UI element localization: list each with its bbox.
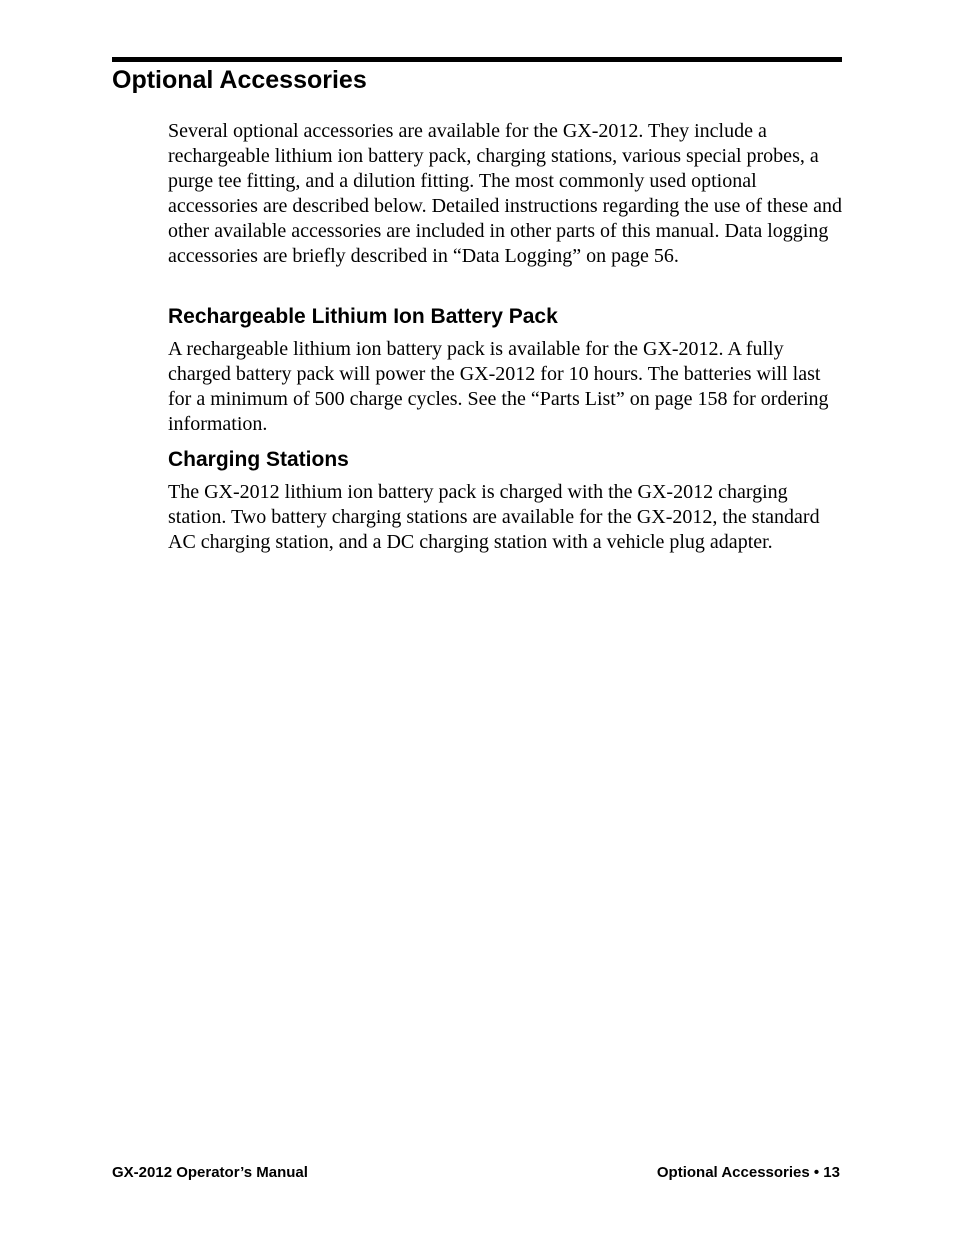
charging-stations-paragraph: The GX-2012 lithium ion battery pack is charged with the GX-2012 charging station. Two battery charging stations are available for the GX-2012, the standard AC charging station, and a DC charging station with a vehicle plug adapter. — [168, 481, 820, 553]
page-title: Optional Accessories — [112, 66, 367, 94]
intro-paragraph: Several optional accessories are available for the GX-2012. They include a rechargeable lithium ion battery pack, charging stations, various special probes, a purge tee fitting, and a dilution fitting. The most commonly used optional accessories are described below. Detailed instructions regarding the use of these and other available accessories are included in other parts of this manual. Data logging accessories are briefly described in “Data Logging” on page 56. — [168, 120, 843, 267]
footer-page-label: Optional Accessories • 13 — [656, 1164, 840, 1181]
section-heading-battery-pack: Rechargeable Lithium Ion Battery Pack — [168, 305, 558, 328]
footer-manual-title: GX-2012 Operator’s Manual — [112, 1164, 308, 1181]
section-heading-charging-stations: Charging Stations — [168, 448, 349, 471]
battery-pack-paragraph: A rechargeable lithium ion battery pack is available for the GX-2012. A fully charged battery pack will power the GX-2012 for 10 hours. The batteries will last for a minimum of 500 charge cycles. See the “Parts List” on page 158 for ordering information. — [168, 338, 829, 435]
